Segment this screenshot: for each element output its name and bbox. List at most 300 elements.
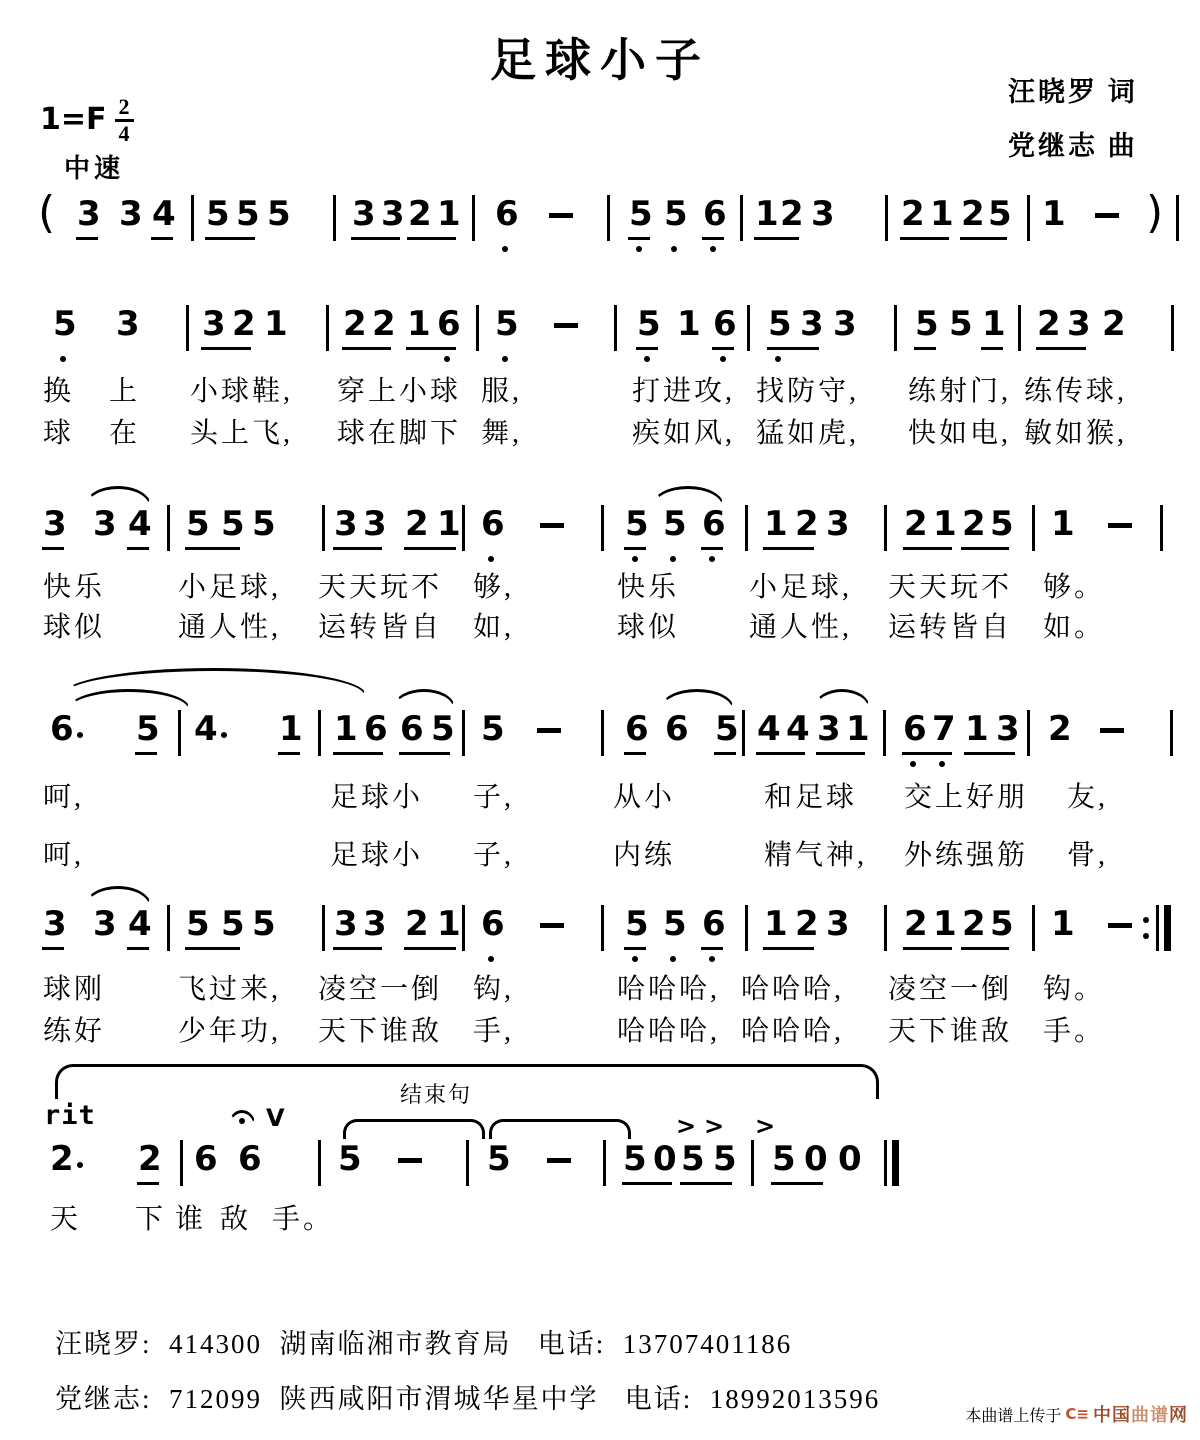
- duration-dash: [549, 213, 573, 218]
- lyric-text: 头上飞,: [190, 418, 294, 449]
- eighth-underline: [1036, 347, 1086, 350]
- jianpu-note: 1: [677, 304, 701, 344]
- barline: [476, 305, 479, 351]
- eighth-underline: [714, 752, 736, 755]
- lyric-text: 小足球,: [749, 572, 853, 603]
- lyric-text: 钩。: [1043, 974, 1106, 1005]
- barline: [601, 505, 604, 551]
- lyric-text: 天天玩不: [888, 572, 1013, 603]
- eighth-underline: [900, 237, 949, 240]
- parenthesis: ): [1146, 187, 1164, 238]
- slur-arc: [85, 886, 151, 906]
- eighth-underline: [333, 547, 382, 550]
- eighth-underline: [702, 237, 724, 240]
- eighth-underline: [756, 752, 805, 755]
- eighth-underline: [961, 947, 1009, 950]
- jianpu-note: 1: [933, 504, 957, 544]
- eighth-underline: [278, 752, 300, 755]
- barline: [745, 905, 748, 951]
- eighth-underline: [333, 947, 382, 950]
- jianpu-note: 1: [437, 904, 461, 944]
- lyric-text: 够。: [1043, 572, 1106, 603]
- barline: [607, 195, 610, 241]
- jianpu-note: 2: [405, 504, 429, 544]
- barline: [191, 195, 194, 241]
- low-octave-dot: [644, 356, 650, 362]
- eighth-underline: [127, 547, 149, 550]
- barline: [884, 905, 887, 951]
- jianpu-note: 6: [495, 194, 519, 234]
- lyric-text: 手,: [473, 1016, 515, 1047]
- jianpu-note: 5: [481, 709, 505, 749]
- lyric-text: 外练强筋: [904, 840, 1029, 871]
- jianpu-note: 3: [352, 194, 376, 234]
- lyric-text: 天下谁敌: [318, 1016, 443, 1047]
- lyric-text: 飞过来,: [178, 974, 282, 1005]
- jianpu-note: 5: [53, 304, 77, 344]
- jianpu-note: 5: [186, 504, 210, 544]
- barline: [318, 710, 321, 756]
- jianpu-note: 5: [267, 194, 291, 234]
- eighth-underline: [914, 347, 936, 350]
- jianpu-note: 4: [194, 709, 218, 749]
- jianpu-note: 6: [702, 504, 726, 544]
- jianpu-note: 5: [252, 504, 276, 544]
- jianpu-note: 0: [838, 1139, 862, 1179]
- lyric-text: 天下谁敌: [888, 1016, 1013, 1047]
- jianpu-note: 3: [363, 504, 387, 544]
- barline: [747, 305, 750, 351]
- lyric-text: 凌空一倒: [318, 974, 443, 1005]
- lyric-text: 疾如风,: [632, 418, 736, 449]
- slur-arc: [660, 689, 734, 709]
- eighth-underline: [42, 547, 64, 550]
- jianpu-note: 3: [833, 304, 857, 344]
- jianpu-note: 2: [408, 194, 432, 234]
- jianpu-note: 4: [757, 709, 781, 749]
- jianpu-note: 1: [764, 904, 788, 944]
- eighth-underline: [763, 947, 814, 950]
- jianpu-note: 3: [381, 194, 405, 234]
- lyric-text: 快乐: [617, 572, 680, 603]
- low-octave-dot: [488, 556, 494, 562]
- final-thick-bar: [892, 1140, 899, 1186]
- jianpu-note: 2: [795, 504, 819, 544]
- jianpu-note: 5: [664, 194, 688, 234]
- watermark-site: [1093, 1401, 1188, 1427]
- low-octave-dot: [720, 356, 726, 362]
- jianpu-note: 6: [481, 904, 505, 944]
- key-label: 1=F: [40, 102, 107, 137]
- lyric-text: 小球鞋,: [190, 376, 294, 407]
- eighth-underline: [816, 752, 865, 755]
- jianpu-note: 5: [988, 194, 1012, 234]
- time-signature-numerator: 2: [115, 96, 134, 122]
- lyric-text: 敌: [220, 1204, 252, 1235]
- lyric-text: 通人性,: [749, 612, 853, 643]
- jianpu-note: 5: [990, 504, 1014, 544]
- jianpu-note: 1: [264, 304, 288, 344]
- lyric-text: 运转皆自: [318, 612, 443, 643]
- composer-credit: 党继志 曲: [1008, 131, 1138, 161]
- lyric-text: 找防守,: [756, 376, 860, 407]
- lyric-text: 练传球,: [1024, 376, 1128, 407]
- jianpu-note: 1: [1042, 194, 1066, 234]
- lyric-text: 内练: [613, 840, 676, 871]
- repeat-thick-bar: [1164, 905, 1171, 951]
- jianpu-note: 3: [93, 904, 117, 944]
- low-octave-dot: [632, 956, 638, 962]
- ritardando-marking: rit: [44, 1100, 96, 1131]
- jianpu-note: 1: [982, 304, 1006, 344]
- lyric-text: 哈哈哈,: [741, 1016, 845, 1047]
- lyricist-credit: 汪晓罗 词: [1008, 77, 1138, 107]
- barline: [186, 305, 189, 351]
- jianpu-note: 2: [962, 504, 986, 544]
- lyric-text: 换: [43, 376, 75, 407]
- low-octave-dot: [632, 556, 638, 562]
- eighth-underline: [201, 347, 251, 350]
- duration-dash: [1100, 728, 1124, 733]
- barline: [466, 1140, 469, 1186]
- jianpu-note: 2: [138, 1139, 162, 1179]
- eighth-underline: [404, 947, 456, 950]
- jianpu-note: 4: [128, 904, 152, 944]
- lyric-text: 足球小: [330, 840, 424, 871]
- jianpu-note: 4: [128, 504, 152, 544]
- jianpu-note: 5: [949, 304, 973, 344]
- slur-arc: [814, 689, 870, 708]
- eighth-underline: [680, 1182, 732, 1185]
- lyric-text: 敏如猴,: [1024, 418, 1128, 449]
- lyric-text: 天: [50, 1204, 82, 1235]
- eighth-underline: [701, 547, 723, 550]
- jianpu-note: 3: [43, 504, 67, 544]
- lyric-text: 天天玩不: [318, 572, 443, 603]
- lyric-text: 穿上小球: [337, 376, 462, 407]
- jianpu-note: 6: [702, 904, 726, 944]
- jianpu-note: 6: [400, 709, 424, 749]
- eighth-underline: [76, 237, 98, 240]
- jianpu-note: 6: [665, 709, 689, 749]
- barline: [885, 195, 888, 241]
- jianpu-note: 1: [279, 709, 303, 749]
- composer-contact: 党继志: 712099 陕西咸阳市渭城华星中学 电话: 18992013596: [55, 1384, 881, 1414]
- barline: [318, 1140, 321, 1186]
- jianpu-note: 6: [625, 709, 649, 749]
- key-signature: [40, 96, 134, 145]
- duration-dash: [537, 728, 561, 733]
- jianpu-note: 6: [903, 709, 927, 749]
- jianpu-note: 2: [961, 194, 985, 234]
- low-octave-dot: [488, 956, 494, 962]
- lyric-text: 少年功,: [178, 1016, 282, 1047]
- eighth-underline: [342, 347, 391, 350]
- eighth-underline: [960, 237, 1007, 240]
- lyric-text: 猛如虎,: [756, 418, 860, 449]
- lyric-text: 练好: [43, 1016, 106, 1047]
- eighth-underline: [622, 1182, 672, 1185]
- lyric-text: 如,: [473, 612, 515, 643]
- barline: [601, 905, 604, 951]
- jianpu-note: 0: [653, 1139, 677, 1179]
- lyric-text: 服,: [481, 376, 523, 407]
- repeat-thin-bar: [1156, 905, 1159, 951]
- jianpu-note: 1: [846, 709, 870, 749]
- jianpu-note: 6: [703, 194, 727, 234]
- slur-arc: [489, 1119, 631, 1139]
- jianpu-note: 2: [232, 304, 256, 344]
- watermark-site-a: 中国: [1093, 1405, 1131, 1425]
- low-octave-dot: [444, 356, 450, 362]
- eighth-underline: [42, 947, 64, 950]
- jianpu-note: 2: [904, 904, 928, 944]
- duration-dash: [1108, 523, 1132, 528]
- jianpu-note: 7: [932, 709, 956, 749]
- eighth-underline: [981, 347, 1003, 350]
- barline: [462, 710, 465, 756]
- jianpu-note: 2: [780, 194, 804, 234]
- jianpu-note: 2: [795, 904, 819, 944]
- duration-dash: [547, 1158, 571, 1163]
- eighth-underline: [964, 752, 1015, 755]
- jianpu-note: 6: [194, 1139, 218, 1179]
- jianpu-note: 3: [202, 304, 226, 344]
- eighth-underline: [205, 237, 255, 240]
- jianpu-note: 5: [663, 904, 687, 944]
- jianpu-note: 2: [1048, 709, 1072, 749]
- jianpu-note: 3: [116, 304, 140, 344]
- barline: [1027, 195, 1030, 241]
- lyric-text: 手。: [272, 1204, 335, 1235]
- eighth-underline: [902, 752, 952, 755]
- low-octave-dot: [670, 556, 676, 562]
- duration-dash: [398, 1158, 422, 1163]
- jianpu-note: 3: [826, 504, 850, 544]
- jianpu-note: 5: [186, 904, 210, 944]
- repeat-dot: [1143, 933, 1149, 939]
- final-thin-bar: [884, 1140, 887, 1186]
- lyric-text: 球刚: [43, 974, 106, 1005]
- jianpu-note: 3: [996, 709, 1020, 749]
- jianpu-note: 6: [713, 304, 737, 344]
- jianpu-note: 1: [334, 709, 358, 749]
- jianpu-note: 6: [238, 1139, 262, 1179]
- eighth-underline: [763, 547, 814, 550]
- barline: [1018, 305, 1021, 351]
- eighth-underline: [712, 347, 734, 350]
- jianpu-note: 5: [487, 1139, 511, 1179]
- lyric-text: 够,: [473, 572, 515, 603]
- low-octave-dot: [939, 761, 945, 767]
- lyric-text: 手。: [1043, 1016, 1106, 1047]
- lyric-text: 小足球,: [178, 572, 282, 603]
- lyric-text: 快乐: [43, 572, 106, 603]
- jianpu-note: 2: [1037, 304, 1061, 344]
- eighth-underline: [961, 547, 1009, 550]
- eighth-underline: [351, 237, 400, 240]
- low-octave-dot: [775, 356, 781, 362]
- jianpu-note: 2: [904, 504, 928, 544]
- barline: [322, 905, 325, 951]
- jianpu-note: 5: [772, 1139, 796, 1179]
- augmentation-dot: [77, 1162, 83, 1168]
- lyric-text: 哈哈哈,: [617, 1016, 721, 1047]
- barline: [1032, 505, 1035, 551]
- duration-dash: [554, 323, 578, 328]
- lyric-text: 球: [43, 418, 75, 449]
- duration-dash: [540, 923, 564, 928]
- jianpu-note: 6: [437, 304, 461, 344]
- barline: [167, 505, 170, 551]
- watermark-prefix: 本曲谱上传于: [965, 1407, 1062, 1425]
- low-octave-dot: [671, 246, 677, 252]
- eighth-underline: [771, 1182, 823, 1185]
- low-octave-dot: [710, 246, 716, 252]
- lyric-text: 友,: [1067, 782, 1109, 813]
- jianpu-note: 3: [93, 504, 117, 544]
- jianpu-note: 2: [50, 1139, 74, 1179]
- augmentation-dot: [77, 732, 83, 738]
- jianpu-note: 2: [372, 304, 396, 344]
- jianpu-note: 2: [962, 904, 986, 944]
- eighth-underline: [333, 752, 383, 755]
- jianpu-note: 3: [119, 194, 143, 234]
- lyric-text: 交上好朋: [904, 782, 1029, 813]
- jianpu-note: 3: [77, 194, 101, 234]
- barline: [1171, 305, 1174, 351]
- eighth-underline: [404, 547, 456, 550]
- jianpu-note: 1: [1051, 904, 1075, 944]
- eighth-underline: [628, 237, 650, 240]
- jianpu-note: 6: [481, 504, 505, 544]
- jianpu-note: 3: [43, 904, 67, 944]
- lyric-text: 如。: [1043, 612, 1106, 643]
- jianpu-note: 5: [625, 504, 649, 544]
- slur-arc: [652, 486, 724, 506]
- eighth-underline: [407, 237, 456, 240]
- jianpu-note: 3: [334, 904, 358, 944]
- jianpu-note: 1: [437, 504, 461, 544]
- jianpu-note: 2: [901, 194, 925, 234]
- lyric-text: 骨,: [1067, 840, 1109, 871]
- jianpu-note: 5: [915, 304, 939, 344]
- barline: [1176, 195, 1179, 241]
- eighth-underline: [127, 947, 149, 950]
- jianpu-note: 5: [495, 304, 519, 344]
- barline: [742, 710, 745, 756]
- barline: [326, 305, 329, 351]
- jianpu-note: 1: [1051, 504, 1075, 544]
- repeat-dot: [1143, 917, 1149, 923]
- watermark-site-c: 网: [1169, 1405, 1188, 1425]
- jianpu-note: 3: [811, 194, 835, 234]
- eighth-underline: [903, 947, 952, 950]
- lyric-text: 呵,: [43, 840, 85, 871]
- barline: [614, 305, 617, 351]
- low-octave-dot: [502, 246, 508, 252]
- barline: [180, 1140, 183, 1186]
- jianpu-note: 5: [252, 904, 276, 944]
- watermark: [965, 1401, 1188, 1427]
- duration-dash: [540, 523, 564, 528]
- lyricist-contact: 汪晓罗: 414300 湖南临湘市教育局 电话: 13707401186: [55, 1329, 793, 1359]
- jianpu-note: 5: [625, 904, 649, 944]
- parenthesis: (: [38, 187, 56, 238]
- low-octave-dot: [709, 956, 715, 962]
- jianpu-note: 2: [343, 304, 367, 344]
- eighth-underline: [754, 237, 799, 240]
- jianpu-note: 4: [786, 709, 810, 749]
- lyric-text: 上: [109, 376, 141, 407]
- barline: [462, 905, 465, 951]
- eighth-underline: [406, 347, 456, 350]
- accent-mark: >: [755, 1112, 776, 1140]
- jianpu-note: 3: [800, 304, 824, 344]
- slur-arc: [85, 486, 151, 506]
- eighth-underline: [636, 347, 658, 350]
- lyric-text: 下: [135, 1204, 167, 1235]
- low-octave-dot: [910, 761, 916, 767]
- jianpu-note: 5: [990, 904, 1014, 944]
- eighth-underline: [151, 237, 173, 240]
- barline: [740, 195, 743, 241]
- jianpu-note: 1: [965, 709, 989, 749]
- barline: [883, 710, 886, 756]
- jianpu-note: 5: [629, 194, 653, 234]
- eighth-underline: [624, 547, 646, 550]
- eighth-underline: [624, 947, 646, 950]
- jianpu-note: 1: [930, 194, 954, 234]
- lyric-text: 子,: [473, 840, 515, 871]
- lyric-text: 精气神,: [764, 840, 868, 871]
- jianpu-note: 5: [136, 709, 160, 749]
- breath-mark: V: [266, 1104, 285, 1132]
- eighth-underline: [903, 547, 952, 550]
- jianpu-note: 3: [817, 709, 841, 749]
- lyric-text: 通人性,: [178, 612, 282, 643]
- barline: [462, 505, 465, 551]
- augmentation-dot: [221, 732, 227, 738]
- lyric-text: 哈哈哈,: [741, 974, 845, 1005]
- barline: [167, 905, 170, 951]
- watermark-site-b: 曲谱: [1131, 1405, 1169, 1425]
- accent-mark: >: [704, 1112, 725, 1140]
- eighth-underline: [767, 347, 819, 350]
- jianpu-note: 1: [933, 904, 957, 944]
- eighth-underline: [624, 752, 646, 755]
- tempo-marking: 中速: [64, 154, 125, 183]
- slur-arc: [343, 1119, 485, 1139]
- barline: [333, 195, 336, 241]
- barline: [1027, 710, 1030, 756]
- slur-arc: [393, 689, 455, 708]
- jianpu-note: 5: [715, 709, 739, 749]
- barline: [884, 505, 887, 551]
- jianpu-note: 5: [713, 1139, 737, 1179]
- time-signature: [115, 96, 134, 145]
- low-octave-dot: [60, 356, 66, 362]
- barline: [603, 1140, 606, 1186]
- jianpu-note: 5: [206, 194, 230, 234]
- eighth-underline: [399, 752, 450, 755]
- lyric-text: 舞,: [481, 418, 523, 449]
- jianpu-note: 4: [152, 194, 176, 234]
- barline: [1032, 905, 1035, 951]
- lyric-text: 在: [109, 418, 141, 449]
- jianpu-note: 5: [681, 1139, 705, 1179]
- time-signature-denominator: 4: [118, 121, 130, 146]
